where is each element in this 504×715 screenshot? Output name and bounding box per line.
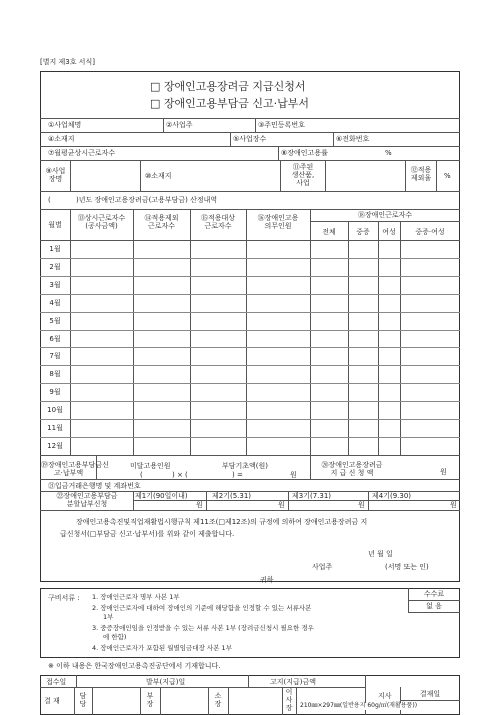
owner-signature: (서명 또는 인) [385,563,429,571]
won-unit: 원 [290,471,297,479]
month-row-divider [40,312,460,313]
document-2-cont: 1부 [103,613,114,621]
approval-date-label: 결재일 [419,690,441,698]
month-row-divider [40,276,460,277]
installment-q3: 제3기(7.31) [292,492,332,500]
month-row-divider [40,347,460,348]
field-resident-number: ③주민등록번호 [258,121,305,129]
month-label: 10월 [47,406,63,415]
footer-paper-spec: 210㎜×297㎜(일반용지 60g/㎡(재활용품)) [300,702,418,709]
owner-label: 사업주 [312,563,333,571]
won-q1: 원 [196,501,203,509]
branch-label: 지사 [378,692,392,700]
field-site-name: ⑨사업 장명 [45,167,66,184]
staff-label: 담 당 [79,692,87,709]
field-company-name: ①사업체명 [48,121,82,129]
month-row-divider [40,419,460,420]
month-row-divider [40,258,460,259]
office-use-note: ※ 이하 내용은 한국장애인고용촉진공단에서 기재합니다. [48,662,221,670]
month-label: 1월 [49,245,61,253]
title-levy: □ 장애인고용부담금 신고·납부서 [150,97,310,110]
field-address: ④소재지 [48,135,75,143]
field-installment: ㉒장애인고용부담금 분할납부신청 [56,492,118,509]
field-employment-rate: ⑧장애인고용률 [281,149,328,157]
month-label: 7월 [49,352,61,361]
field-levy-amount: ⑲장애인고용부담금신 고·납부액 [41,461,109,478]
declaration-line-1: 장애인고용촉진및직업재활법시행규칙 제11조(□제12조)의 규정에 의하여 장애인고용장려금 지 [76,518,368,526]
formula-open: ( [140,471,143,479]
documents-label: 구비서류 : [48,594,80,602]
month-label: 2월 [49,262,61,271]
col-disabled-workers: ⑱장애인근로자수 [357,211,413,219]
field-phone: ⑥전화번호 [336,135,370,143]
fee-label: 수수료 [423,590,445,598]
declaration-line-2: 급신청서(□부담금 신고·납부서)를 위와 같이 제출합니다. [60,530,235,538]
year-open-paren: ( [48,196,51,204]
col-regular-workers: ⑬상시근로자수 (공사금액) [77,214,126,231]
sub-severe-female: 중증·여성 [415,228,445,236]
month-row-divider [40,401,460,402]
dept-head-label: 부 장 [146,692,154,709]
office-head-label: 소 장 [214,692,222,709]
won-q4: 원 [450,501,457,509]
sub-female: 여성 [382,228,396,236]
col-mandatory-quota: ⑯장애인고용 의무인원 [257,214,299,231]
year-calc-heading: )년도 장애인고용장려금(고용부담금) 산정내역 [76,196,218,204]
issue-date: 발부(지급)일 [146,678,186,686]
month-row-divider [40,437,460,438]
field-main-products: ⑪주된 생산품, 사업 [291,163,315,188]
document-3-cont: 에 한함) [103,633,127,641]
month-label: 11월 [47,424,63,432]
month-label: 6월 [49,334,61,343]
month-row-divider [40,294,460,295]
col-month: 월별 [48,221,62,229]
percent-unit-2: % [444,172,451,180]
month-label: 9월 [49,388,61,397]
label-base-amount: 부담기초액(원) [222,462,269,470]
month-label: 4월 [49,298,61,307]
addressee: 귀하 [260,576,274,584]
col-excluded-workers: ⑭적용제외 근로자수 [144,214,179,231]
approval-label: 결 재 [44,697,60,705]
field-incentive-amount: ⑳장애인고용장려금 지 급 신 청 액 [321,461,383,478]
sub-total: 전체 [322,228,336,236]
label-shortfall: 미달고용인원 [130,462,171,470]
field-workplace-count: ⑤사업장수 [233,135,267,143]
sub-severe: 중증 [356,228,370,236]
fee-value: 없 음 [426,602,442,610]
document-1: 1. 장애인근로자 명부 사본 1부 [92,593,180,601]
month-label: 3월 [49,280,61,289]
month-label: 12월 [47,441,63,450]
month-row-divider [40,383,460,384]
installment-q4: 제4기(9.30) [372,492,412,500]
installment-q2: 제2기(5.31) [212,492,252,500]
month-label: 5월 [49,316,61,325]
document-4: 4. 장애인근로자가 포함된 월별임금대장 사본 1부 [92,644,232,652]
field-owner: ②사업주 [166,121,193,129]
field-exclusion-rate: ⑫적용 제외율 [410,166,432,183]
won-unit-2: 원 [440,468,447,476]
receipt-date: 접수일 [46,678,67,686]
percent-unit: % [385,149,392,157]
won-q3: 원 [358,501,365,509]
form-number-label: [별지 제3호 서식] [40,58,95,66]
field-bank-account: ㉑입금거래은행명 및 계좌번호 [48,482,141,490]
formula-equals: ) = [232,471,243,479]
field-avg-workers: ⑦월평균상시근로자수 [48,149,116,157]
month-row-divider [40,365,460,366]
formula-times: ) × ( [172,471,188,479]
month-label: 8월 [49,370,61,379]
month-row-divider [40,330,460,331]
col-applicable-workers: ⑮적용대상 근로자수 [200,214,236,231]
document-2: 2. 장애인근로자에 대하여 장애인의 기준에 해당함을 인정할 수 있는 서류사본 [92,604,312,612]
title-incentive: □ 장애인고용장려금 지급신청서 [150,80,306,93]
won-q2: 원 [278,501,285,509]
director-label: 이 사 장 [285,688,293,713]
date-line: 년 월 일 [368,550,393,558]
notice-amount: 고지(지급)금액 [270,678,317,686]
installment-q1: 제1기(90일이내) [135,492,188,500]
field-site-address: ⑩소재지 [145,172,172,180]
document-3: 3. 중증장애인임을 인정받을 수 있는 서류 사본 1부 (장려금신청시 필요한 경우 [92,624,314,632]
